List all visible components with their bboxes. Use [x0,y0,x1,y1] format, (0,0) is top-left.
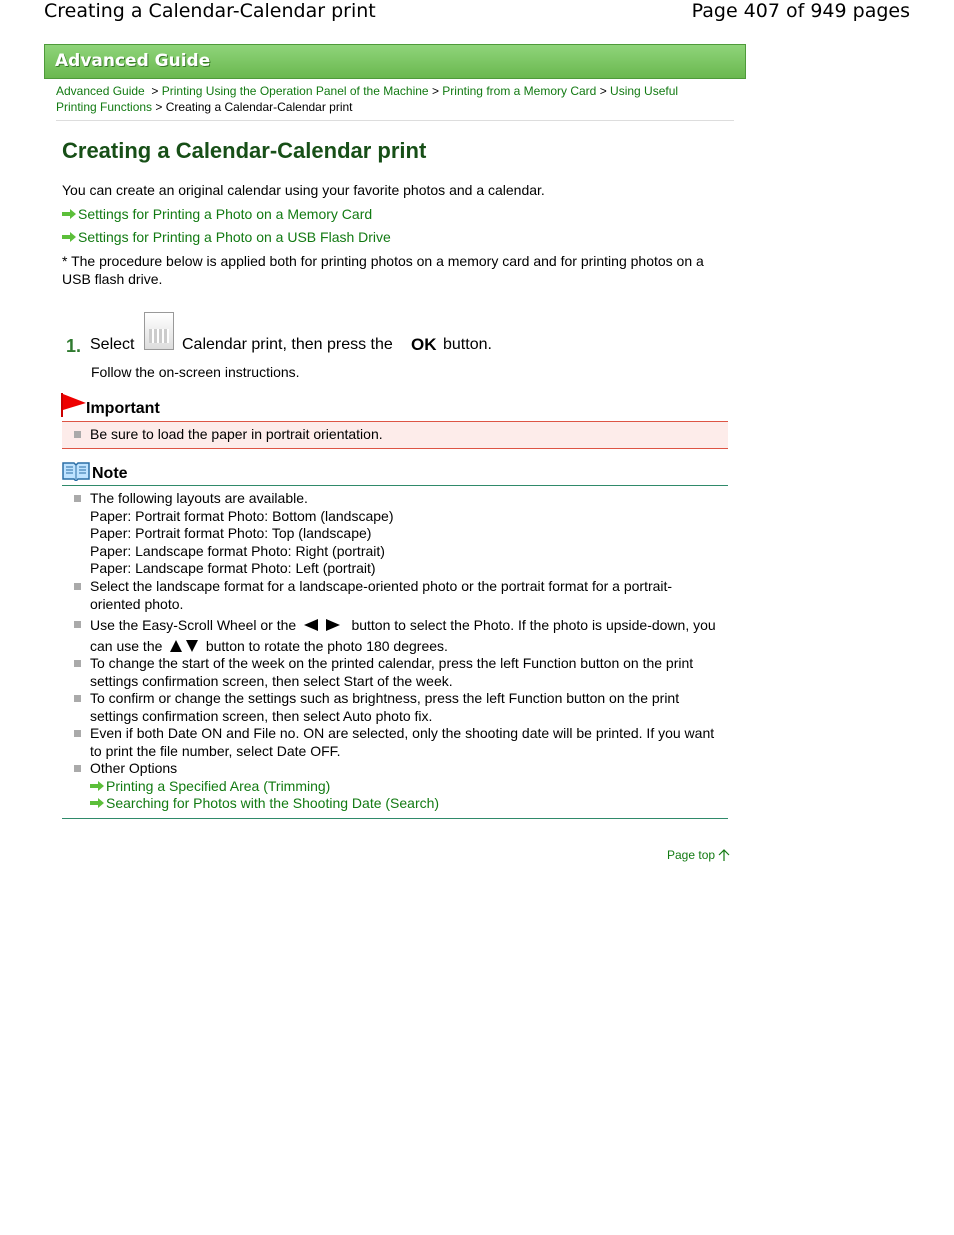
note-item-scroll [90,615,730,657]
step-text-before: Select [90,336,135,353]
breadcrumb-current: Creating a Calendar-Calendar print [165,100,353,114]
important-item: Be sure to load the paper in portrait orientation. [90,426,383,442]
divider [56,120,734,121]
link-label[interactable]: Settings for Printing a Photo on a USB Flash Drive [78,229,391,245]
breadcrumb-separator: > [151,84,159,98]
note-text: Select the landscape format for a landscape-oriented photo or the portrait format for a portrait- [90,578,673,594]
note-item-format [90,578,730,613]
step-text-after: Calendar print, then press the [182,336,393,353]
note-item-layouts [90,490,730,578]
layout-option: Paper: Landscape format Photo: Right (portrait) [90,542,385,559]
bullet-icon [74,730,81,737]
page-title: Creating a Calendar-Calendar print [62,138,427,163]
arrow-up-icon [718,849,730,861]
note-text: settings confirmation screen, then select Start of the week. [90,672,453,689]
note-text: button to select the Photo. If the photo is upside-down, you [351,617,716,633]
link-label[interactable]: Printing a Specified Area (Trimming) [106,777,331,794]
calendar-print-icon [144,312,174,350]
page-top-link[interactable] [667,848,730,862]
note-item-other-options [90,760,730,813]
bullet-icon [74,695,81,702]
down-arrow-icon [186,640,198,652]
note-text: Use the Easy-Scroll Wheel or the [90,617,297,633]
note-text: To confirm or change the settings such as brightness, press the left Function button on the print [90,690,680,706]
up-arrow-icon [170,640,182,652]
link-usb-flash-drive[interactable] [62,228,391,246]
step-number: 1. [66,336,82,356]
step-text-end: button. [443,336,492,353]
note-item-date [90,725,730,760]
page-top-label[interactable]: Page top [667,848,716,862]
procedure-note-line1: * The procedure below is applied both for printing photos on a memory card and for printing photos on a [62,253,704,269]
note-text: To change the start of the week on the printed calendar, press the left Function button on the print [90,655,694,671]
arrow-right-icon [62,232,76,242]
link-label[interactable]: Searching for Photos with the Shooting Date (Search) [106,795,440,811]
layout-option: Paper: Portrait format Photo: Top (landscape) [90,525,372,541]
layouts-intro: The following layouts are available. [90,490,308,506]
note-text: button to rotate the photo 180 degrees. [205,638,448,654]
layout-option: Paper: Portrait format Photo: Bottom (landscape) [90,507,394,524]
bullet-icon [74,765,81,772]
breadcrumb-link[interactable]: Printing from a Memory Card [442,84,597,98]
layout-option: Paper: Landscape format Photo: Left (portrait) [90,560,376,576]
left-arrow-icon [304,619,318,631]
document-title: Creating a Calendar-Calendar print [44,0,376,22]
bullet-icon [74,621,81,628]
advanced-guide-banner [44,44,746,79]
breadcrumb-separator: > [431,84,439,98]
breadcrumb-separator: > [599,84,607,98]
note-item-brightness [90,690,730,725]
bullet-icon [74,583,81,590]
procedure-note-line2: USB flash drive. [62,271,163,287]
breadcrumb-link[interactable]: Advanced Guide [56,84,145,98]
bullet-icon [74,660,81,667]
link-memory-card[interactable] [62,205,372,223]
divider [62,818,728,819]
right-arrow-icon [326,619,340,631]
note-text: Other Options [90,760,178,776]
bullet-icon [74,431,81,438]
note-text: oriented photo. [90,595,184,612]
note-text: to print the file number, select Date OFF. [90,742,341,759]
link-label[interactable]: Settings for Printing a Photo on a Memory Card [78,206,373,222]
divider [62,485,728,486]
important-heading: Important [86,400,160,417]
breadcrumb-link[interactable]: Using Useful Printing Functions [56,84,679,114]
link-trimming[interactable] [90,778,730,796]
note-book-icon [62,461,90,481]
note-text: can use the [90,638,163,654]
note-heading: Note [92,465,128,482]
note-item-week [90,655,730,690]
banner-label: Advanced Guide [55,51,211,71]
link-search[interactable] [90,795,730,813]
arrow-right-icon [90,798,104,808]
breadcrumb-link[interactable]: Printing Using the Operation Panel of the Machine [161,84,429,98]
page-counter: Page 407 of 949 pages [691,0,910,22]
intro-text: You can create an original calendar using your favorite photos and a calendar. [62,182,545,198]
note-text: Even if both Date ON and File no. ON are selected, only the shooting date will be printed. If you want [90,725,715,741]
red-flag-icon [61,393,87,417]
breadcrumb [56,83,716,115]
ok-button-label: OK [411,335,437,354]
arrow-right-icon [62,209,76,219]
bullet-icon [74,495,81,502]
note-text: settings confirmation screen, then select Auto photo fix. [90,707,433,724]
step-subtext: Follow the on-screen instructions. [91,364,300,380]
breadcrumb-separator: > [155,100,163,114]
arrow-right-icon [90,781,104,791]
